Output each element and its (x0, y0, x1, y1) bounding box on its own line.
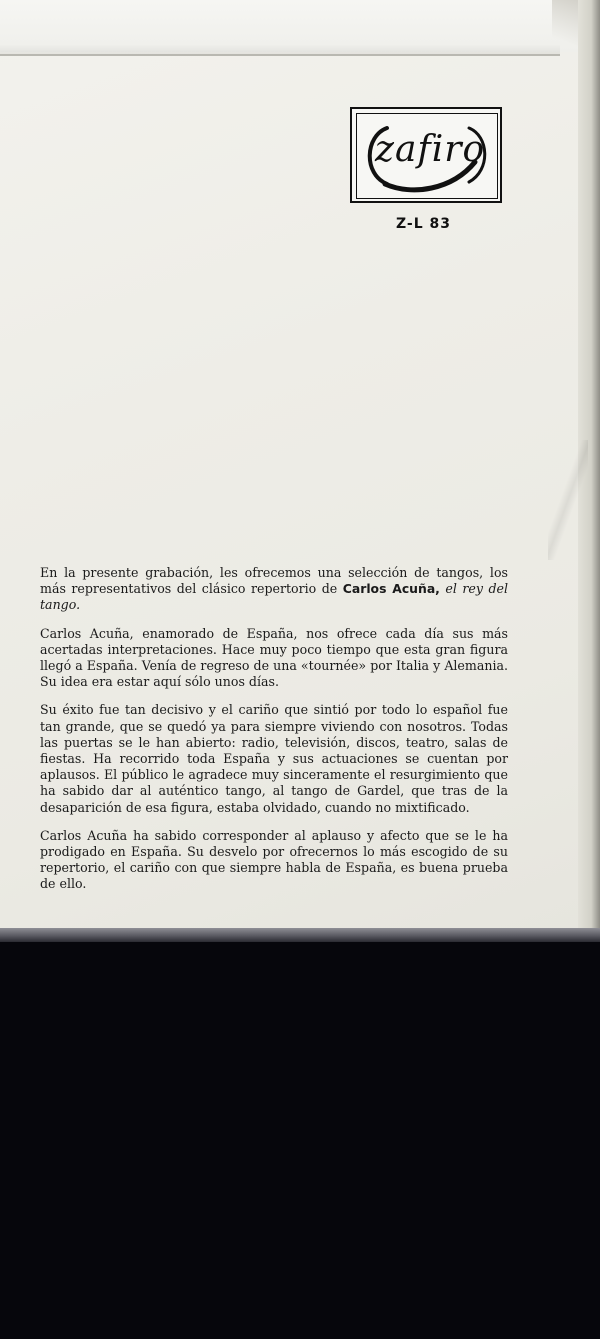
artist-name: Carlos Acuña, (342, 581, 440, 597)
zafiro-logo (350, 107, 502, 203)
liner-paragraph-2: Carlos Acuña, enamorado de España, nos ofrece cada día sus más acertadas interpretaciones. Hace muy poco tiempo que esta gran figura llegó a España. Venía de regreso de una «tournée» por Italia y Alemania. Su idea era estar aquí sólo unos días. (40, 625, 508, 690)
artist-tagline: el rey del tango. (40, 581, 508, 613)
liner-paragraph-4: Carlos Acuña ha sabido corresponder al aplauso y afecto que se le ha prodigado en España. Su desvelo por ofrecernos lo más escogido de su repertorio, el cariño con que siempre habla de España, es buena prueba de ello. (40, 827, 508, 892)
liner-paragraph-1 (40, 565, 508, 614)
scan-bottom-edge (0, 928, 600, 942)
paragraph-1-text: En la presente grabación, les ofrecemos una selección de tangos, los más representativos del clásico repertorio de (40, 565, 508, 597)
logo-inner-frame (356, 113, 498, 199)
liner-paragraph-3: Su éxito fue tan decisivo y el cariño que sintió por todo lo español fue tan grande, que se quedó ya para siempre viviendo con nosotros. Todas las puertas se le han abierto: radio, televisión, discos, teatro, salas de fiestas. Ha recorrido toda España y sus actuaciones se cuentan por aplausos. El público le agradece muy sinceramente el resurgimiento que ha sabido dar al auténtico tango, al tango de Gardel, que tras de la desaparición de esa figura, estaba olvidado, cuando no mixtificado. (40, 702, 508, 815)
logo-wordmark: zafiro (375, 129, 486, 170)
sleeve-crease (548, 440, 588, 560)
catalog-number: Z-L 83 (396, 216, 451, 232)
liner-notes (40, 565, 508, 905)
flap-edge (0, 44, 560, 56)
